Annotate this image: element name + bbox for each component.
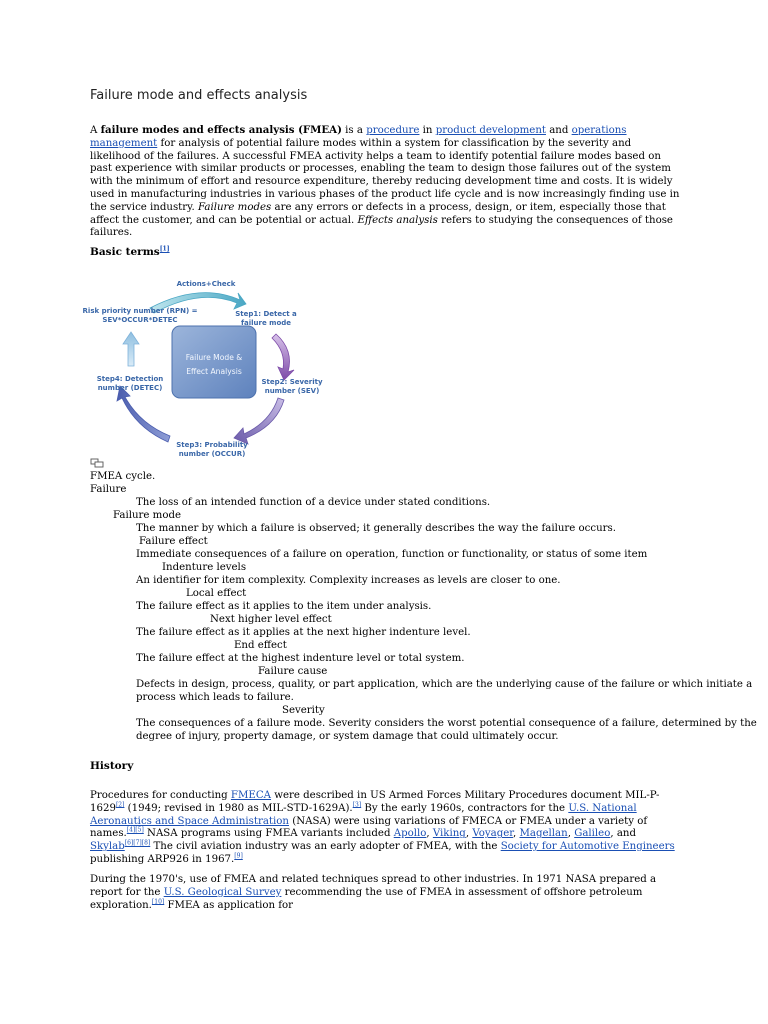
term-label: Failure xyxy=(90,484,127,495)
label-step3-1: Step3: Probability xyxy=(176,441,248,449)
label-rpn-2: SEV*OCCUR*DETEC xyxy=(102,316,178,324)
link-voyager[interactable]: Voyager xyxy=(472,828,513,840)
text: , xyxy=(465,828,473,840)
citation-link[interactable]: [10] xyxy=(151,898,165,906)
label-step2-1: Step2: Severity xyxy=(261,378,323,386)
link-skylab[interactable]: Skylab xyxy=(90,841,125,853)
link-magellan[interactable]: Magellan xyxy=(519,828,568,840)
failure-modes-term: Failure modes xyxy=(198,201,272,213)
text: During the 1970's, use of FMEA and related techniques spread to other industries. In 1971 NASA prepared a report for the xyxy=(90,874,657,898)
link-fmeca[interactable]: FMECA xyxy=(230,790,272,801)
term-definition: Defects in design, process, quality, or part application, which are the underlying cause of the failure or which initiate a xyxy=(136,679,753,690)
effects-analysis-term: Effects analysis xyxy=(357,214,438,226)
history-paragraph-2 xyxy=(90,874,680,912)
term-label: Severity xyxy=(282,705,325,716)
arrow-step3 xyxy=(234,398,284,444)
text: FMEA as application for xyxy=(164,899,294,911)
arrow-rpn xyxy=(123,332,139,366)
term-definition: degree of injury, property damage, or system damage that could ultimately occur. xyxy=(136,731,559,742)
term-label: Local effect xyxy=(186,588,247,599)
enlarge-icon[interactable] xyxy=(90,458,104,468)
link-procedure[interactable]: procedure xyxy=(366,125,420,136)
text: and xyxy=(545,125,572,136)
text: , and xyxy=(610,828,636,840)
link-usgs[interactable]: U.S. Geological Survey xyxy=(163,886,282,898)
text: is a xyxy=(341,125,367,136)
term-definition: process which leads to failure. xyxy=(136,692,294,703)
text: A xyxy=(90,125,101,136)
label-actions-check: Actions+Check xyxy=(176,280,236,288)
term-label: Failure mode xyxy=(113,510,182,521)
term-definition: The consequences of a failure mode. Severity considers the worst potential consequence of a failure, determined by the xyxy=(136,718,757,729)
citation-link[interactable]: [9] xyxy=(234,852,243,860)
center-label-2: Effect Analysis xyxy=(186,367,242,376)
text: (1949; revised in 1980 as MIL-STD-1629A). xyxy=(124,802,353,814)
history-paragraph-1 xyxy=(90,790,680,867)
term-label: Failure effect xyxy=(139,536,208,547)
term-definition: The manner by which a failure is observed; it generally describes the way the failure occurs. xyxy=(136,523,616,534)
text: publishing ARP926 in 1967. xyxy=(90,853,235,865)
link-sae[interactable]: Society for Automotive Engineers xyxy=(500,841,675,853)
term-definition: Immediate consequences of a failure on operation, function or functionality, or status of some item xyxy=(136,549,648,560)
text: in xyxy=(419,125,436,136)
text: recommending the use of FMEA in assessment of offshore petroleum exploration. xyxy=(90,886,643,911)
intro-paragraph xyxy=(90,124,680,240)
text: are any errors or defects in a process, design, or item, especially those that affect the customer, and can be potential or actual. xyxy=(90,201,666,226)
term-definition: The failure effect as it applies to the item under analysis. xyxy=(136,601,432,612)
term-label: Failure cause xyxy=(258,666,328,677)
text: , xyxy=(513,828,520,840)
link-galileo[interactable]: Galileo xyxy=(574,828,611,840)
text: refers to studying the consequences of those failures. xyxy=(90,214,673,239)
citation-link[interactable]: [6][7][8] xyxy=(124,839,151,847)
page-title: Failure mode and effects analysis xyxy=(90,88,308,103)
link-apollo[interactable]: Apollo xyxy=(393,828,427,840)
text: , xyxy=(567,828,575,840)
link-viking[interactable]: Viking xyxy=(432,828,466,840)
fmea-cycle-diagram xyxy=(82,268,323,464)
link-operations-management[interactable]: operations management xyxy=(90,125,627,149)
term-definition: The failure effect at the highest indenture level or total system. xyxy=(136,653,465,664)
label-step2-2: number (SEV) xyxy=(264,387,320,395)
basic-terms-heading xyxy=(90,246,170,258)
term-definition: An identifier for item complexity. Complexity increases as levels are closer to one. xyxy=(136,575,561,586)
label-step4-1: Step4: Detection xyxy=(96,375,164,383)
center-box xyxy=(172,326,256,398)
citation-link[interactable]: [3] xyxy=(352,801,362,809)
citation-link[interactable]: [4][5] xyxy=(126,827,144,834)
center-label-1: Failure Mode & xyxy=(185,353,243,362)
arrow-step4 xyxy=(117,386,170,442)
text: (NASA) were using variations of FMECA or FMEA under a variety of names. xyxy=(90,815,648,840)
fmea-term: failure modes and effects analysis xyxy=(100,124,295,136)
text: Procedures for conducting xyxy=(90,790,231,801)
term-label: Indenture levels xyxy=(162,562,247,573)
term-definition: The loss of an intended function of a device under stated conditions. xyxy=(136,497,491,508)
link-product-development[interactable]: product development xyxy=(435,125,546,136)
label-step4-2: number (DETEC) xyxy=(97,384,163,392)
label-step3-2: number (OCCUR) xyxy=(178,450,246,458)
heading-text: Basic terms xyxy=(90,246,160,258)
term-label: End effect xyxy=(234,640,287,651)
citation-link[interactable]: [1] xyxy=(159,245,170,253)
text: The civil aviation industry was an early adopter of FMEA, with the xyxy=(150,841,501,853)
text: , xyxy=(426,828,433,840)
label-rpn-1: Risk priority number (RPN) = xyxy=(82,307,198,315)
text: By the early 1960s, contractors for the xyxy=(361,802,569,814)
citation-link[interactable]: [2] xyxy=(115,801,125,809)
label-step1-1: Step1: Detect a xyxy=(235,310,297,318)
arrow-step2 xyxy=(272,334,294,380)
history-heading: History xyxy=(90,760,134,772)
term-label: Next higher level effect xyxy=(210,614,332,625)
term-definition: The failure effect as it applies at the next higher indenture level. xyxy=(136,627,471,638)
text: were described in US Armed Forces Military Procedures document MIL-P-1629 xyxy=(90,790,660,814)
figure-caption: FMEA cycle. xyxy=(90,471,156,482)
fmea-abbr: (FMEA) xyxy=(294,124,342,136)
label-step1-2: failure mode xyxy=(240,319,292,327)
link-nasa[interactable]: U.S. National Aeronautics and Space Administration xyxy=(90,802,637,827)
text: NASA programs using FMEA variants included xyxy=(143,828,394,840)
text: for analysis of potential failure modes within a system for classification by the severity and likelihood of the failures. A successful FMEA activity helps a team to identify potential failure modes based on past experience with similar products or processes, enabling the team to design those failures out of the system with the minimum of effort and resource expenditure, thereby reducing development time and costs. It is widely used in manufacturing industries in various phases of the product life cycle and is now increasingly finding use in the service industry. xyxy=(90,137,680,213)
